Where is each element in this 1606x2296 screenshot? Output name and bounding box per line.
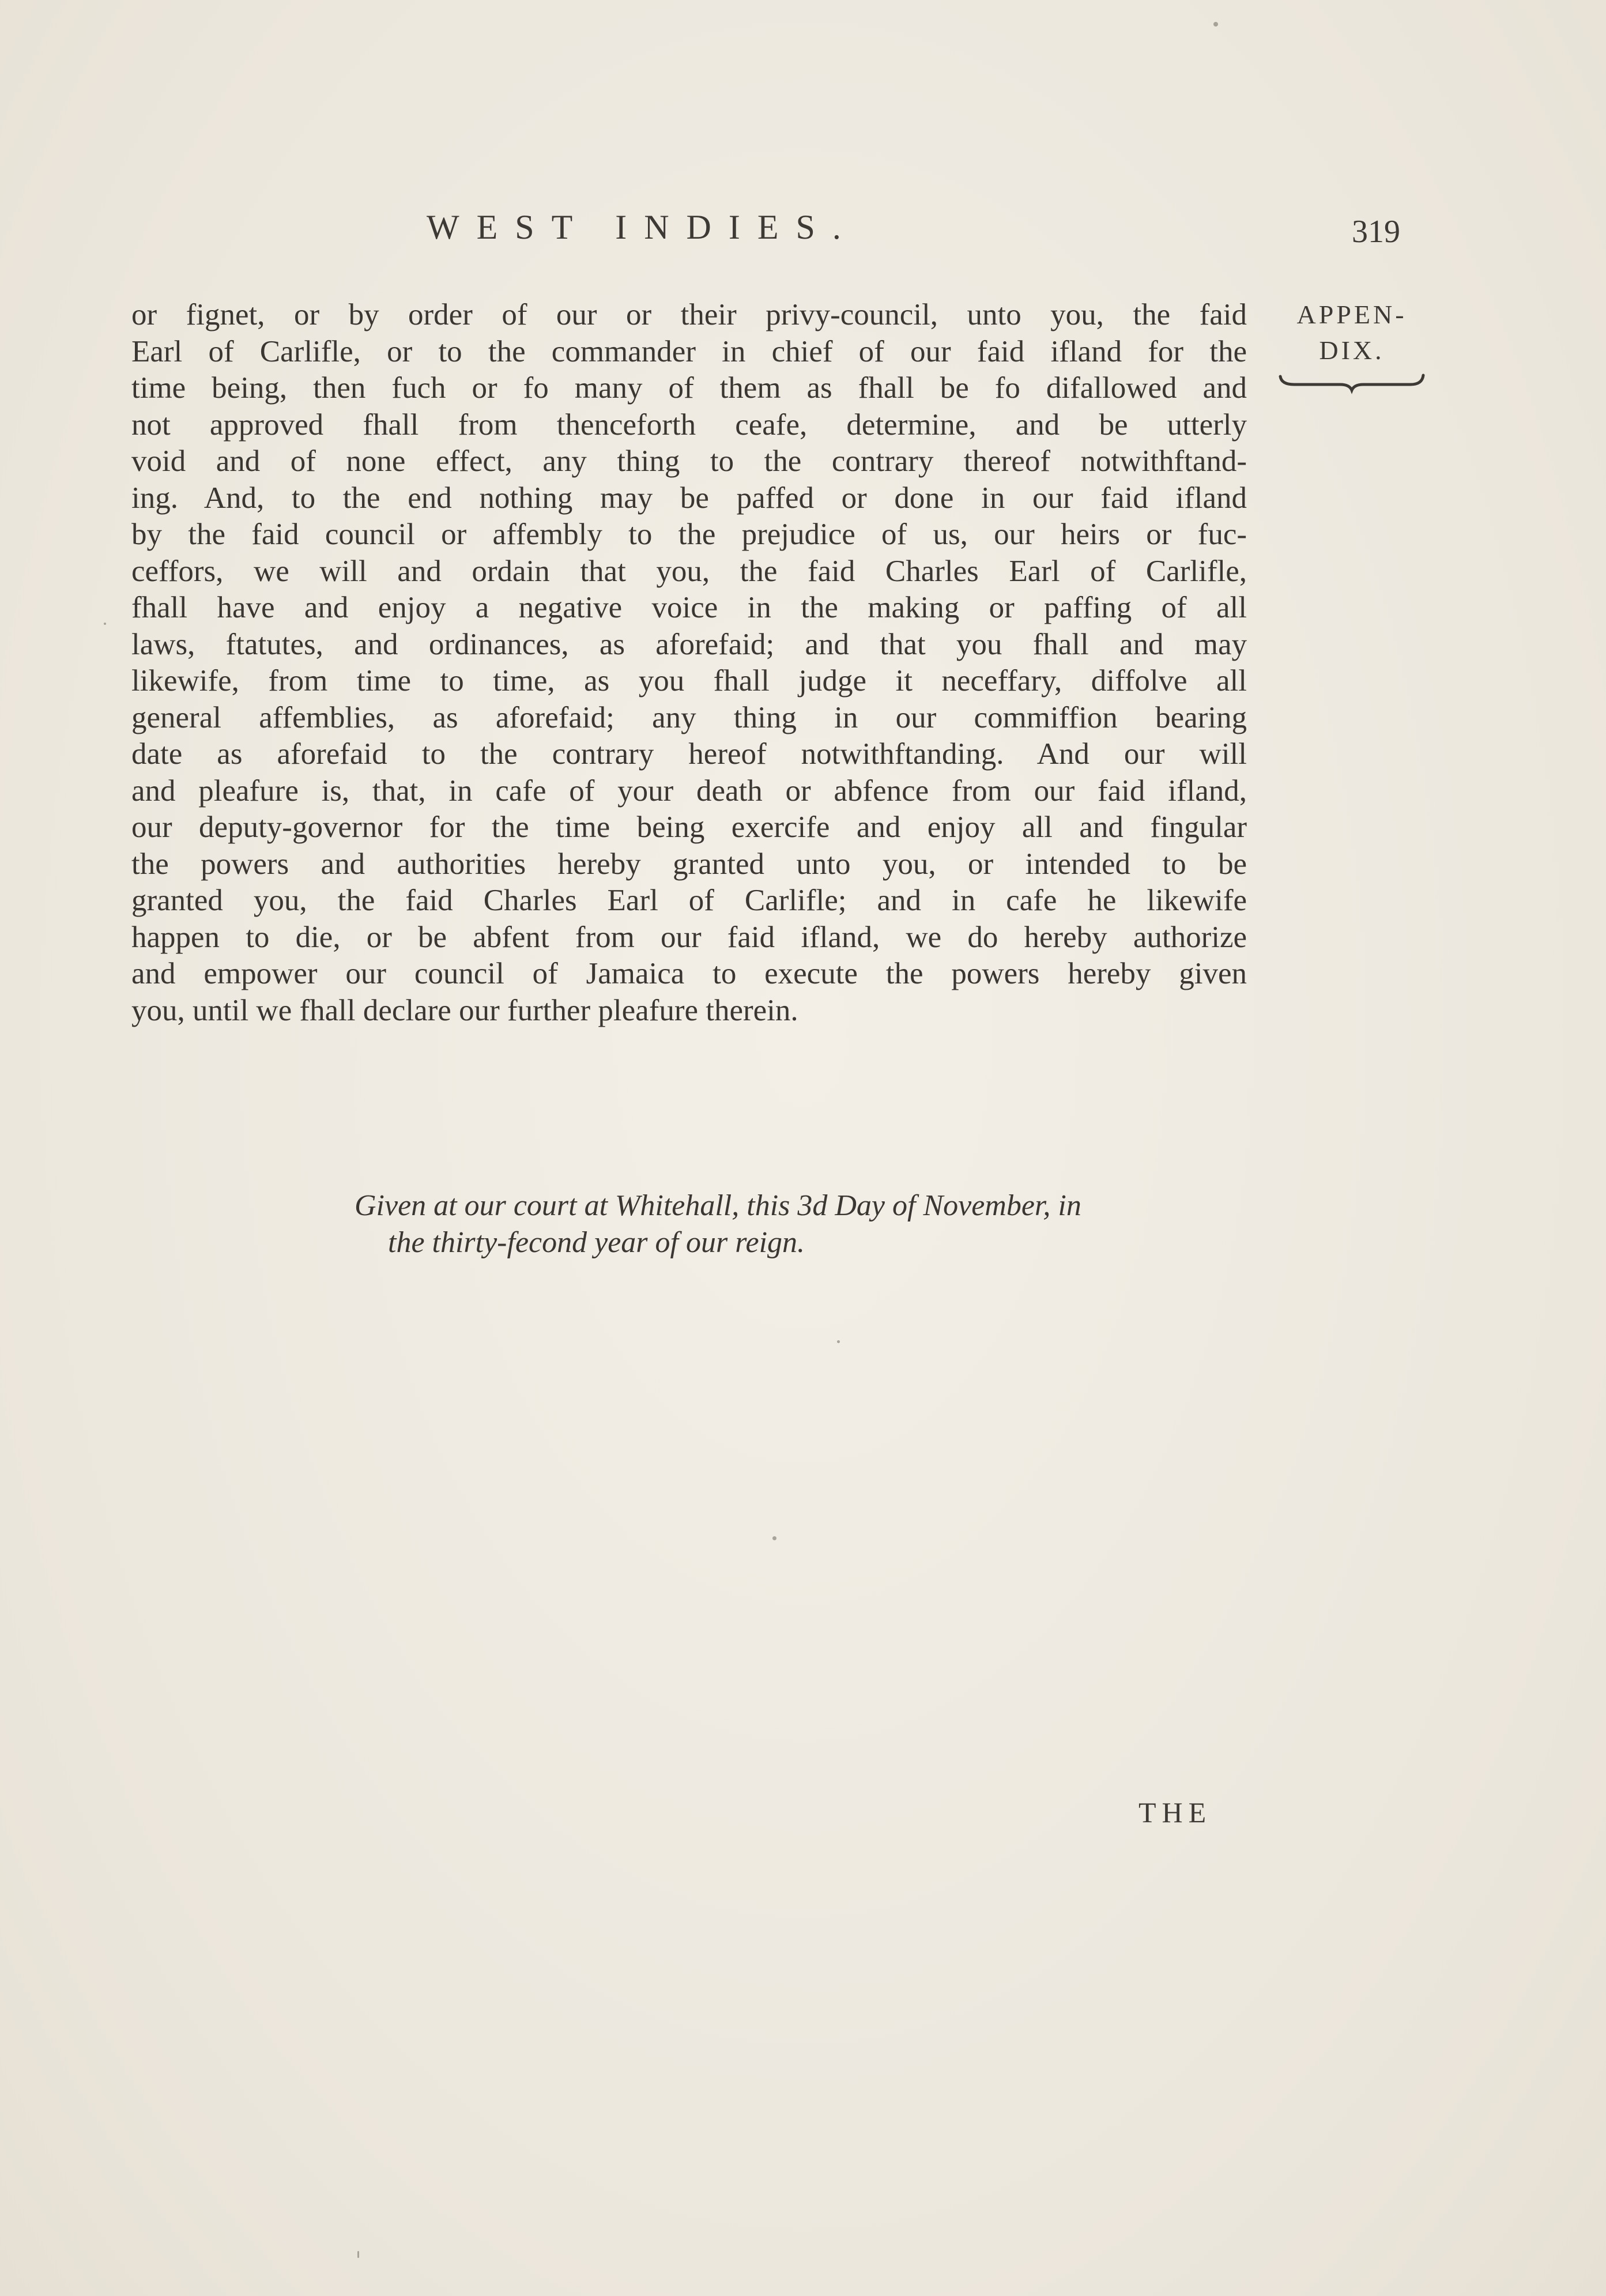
- brace-ornament-icon: [1277, 372, 1427, 395]
- closing-line: the thirty-fecond year of our reign.: [388, 1226, 805, 1259]
- margin-note-line: APPEN-: [1296, 300, 1407, 329]
- body-line: you, until we fhall declare our further pleafure therein.: [131, 993, 798, 1027]
- body-line: date as aforefaid to the contrary hereof notwithftanding. And our will: [131, 737, 1247, 771]
- paper-speck: [837, 1340, 840, 1343]
- closing-formula: [355, 1187, 1081, 1261]
- body-line: ing. And, to the end nothing may be paffed or done in our faid ifland: [131, 481, 1247, 515]
- paper-speck: [1213, 22, 1218, 27]
- body-line: and pleafure is, that, in cafe of your death or abfence from our faid ifland,: [131, 774, 1247, 808]
- body-line: or fignet, or by order of our or their privy-council, unto you, the faid: [131, 298, 1247, 331]
- body-line: void and of none effect, any thing to the contrary thereof notwithftand-: [131, 444, 1247, 478]
- body-line: general affemblies, as aforefaid; any thing in our commiffion bearing: [131, 700, 1247, 734]
- catchword: THE: [1138, 1796, 1212, 1828]
- paper-speck: [772, 1536, 776, 1540]
- running-head: WEST INDIES.: [427, 208, 858, 246]
- page-number: 319: [1352, 214, 1400, 250]
- paper-speck: [357, 2251, 359, 2258]
- body-line: granted you, the faid Charles Earl of Carlifle; and in cafe he likewife: [131, 884, 1247, 917]
- body-line: likewife, from time to time, as you fhall judge it neceffary, diffolve all: [131, 664, 1247, 698]
- body-line: happen to die, or be abfent from our faid ifland, we do hereby authorize: [131, 920, 1247, 954]
- body-text: [131, 297, 1247, 1029]
- body-line: not approved fhall from thenceforth ceafe, determine, and be utterly: [131, 408, 1247, 442]
- margin-note-line: DIX.: [1319, 335, 1385, 365]
- body-line: by the faid council or affembly to the prejudice of us, our heirs or fuc-: [131, 518, 1247, 551]
- margin-note: [1271, 297, 1432, 395]
- body-line: laws, ftatutes, and ordinances, as aforefaid; and that you fhall and may: [131, 627, 1247, 661]
- body-line: our deputy-governor for the time being exercife and enjoy all and fingular: [131, 810, 1247, 844]
- body-line: fhall have and enjoy a negative voice in the making or paffing of all: [131, 591, 1247, 624]
- body-line: Earl of Carlifle, or to the commander in chief of our faid ifland for the: [131, 334, 1247, 368]
- body-line: and empower our council of Jamaica to execute the powers hereby given: [131, 957, 1247, 990]
- body-line: ceffors, we will and ordain that you, the faid Charles Earl of Carlifle,: [131, 554, 1247, 588]
- body-line: the powers and authorities hereby granted unto you, or intended to be: [131, 847, 1247, 881]
- paper-speck: [104, 623, 106, 625]
- closing-line: Given at our court at Whitehall, this 3d Day of November, in: [355, 1189, 1081, 1222]
- body-line: time being, then fuch or fo many of them as fhall be fo difallowed and: [131, 371, 1247, 405]
